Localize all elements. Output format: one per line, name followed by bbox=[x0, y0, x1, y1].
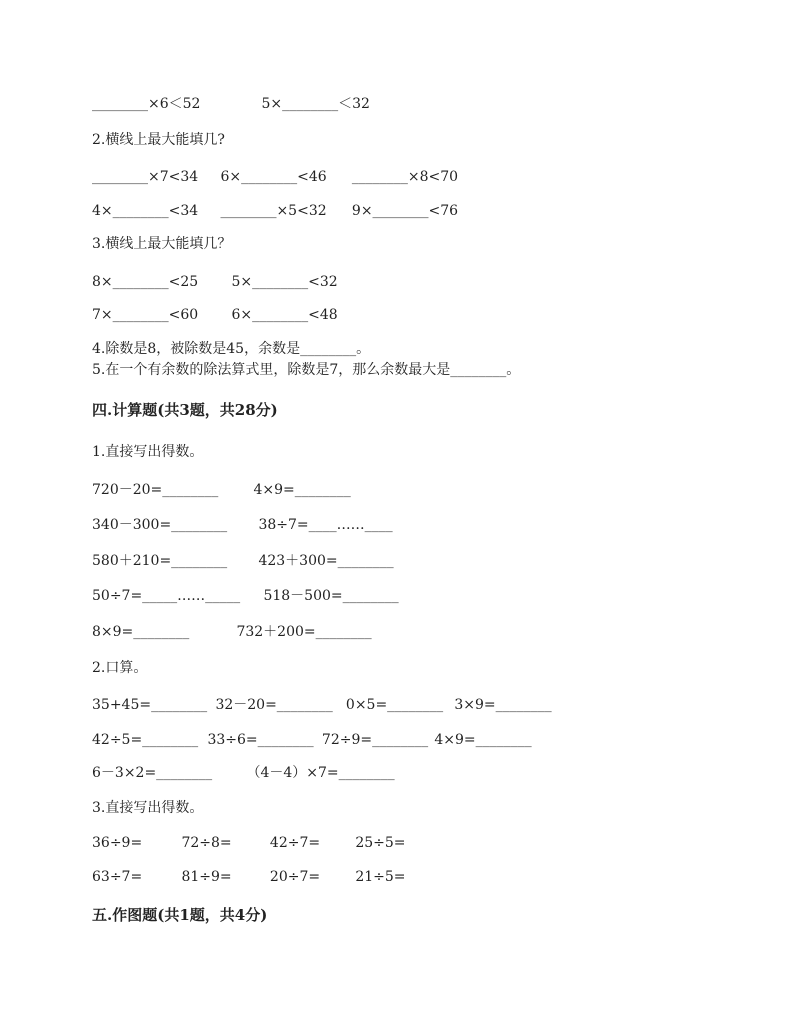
calc-item[interactable]: 8×9=________ bbox=[92, 624, 190, 640]
calc-item[interactable]: 42÷5=________ bbox=[92, 732, 199, 748]
calc-row-2 bbox=[92, 516, 393, 534]
inequality-item[interactable]: 4×________<34 bbox=[92, 203, 199, 219]
calc-row-4 bbox=[92, 587, 399, 605]
question-4 bbox=[92, 340, 370, 358]
question-text: 2.横线上最大能填几? bbox=[92, 132, 225, 148]
calc-item[interactable]: 63÷7= bbox=[92, 869, 143, 885]
section-title: 五.作图题(共1题，共4分) bbox=[92, 906, 268, 924]
calc-item[interactable]: 0×5=________ bbox=[345, 697, 444, 713]
calc-item[interactable]: 423＋300=________ bbox=[258, 553, 394, 569]
section-4-heading bbox=[92, 401, 278, 419]
section-title: 四.计算题(共3题，共28分) bbox=[92, 401, 278, 419]
calc-item[interactable]: 4×9=________ bbox=[253, 482, 351, 498]
inequality-item[interactable]: 9×________<76 bbox=[351, 203, 459, 219]
inequality-5times-blank[interactable]: 5×________＜32 bbox=[261, 96, 370, 112]
question-text[interactable]: 4.除数是8，被除数是45，余数是________。 bbox=[92, 341, 371, 357]
question-2-title bbox=[92, 131, 225, 149]
calc-item[interactable]: 720－20=________ bbox=[92, 482, 219, 498]
calc-item[interactable]: 35+45=________ bbox=[92, 697, 208, 713]
inequality-row-5 bbox=[92, 306, 338, 324]
calc-item[interactable]: 732＋200=________ bbox=[236, 624, 372, 640]
mental-row-3 bbox=[92, 764, 395, 782]
inequality-blank-times6[interactable]: ________×6＜52 bbox=[92, 96, 201, 112]
inequality-item[interactable]: 6×________<48 bbox=[231, 307, 338, 323]
calc-q2-title bbox=[92, 659, 147, 677]
calc-row-1 bbox=[92, 481, 351, 499]
direct-row-2 bbox=[92, 868, 406, 886]
question-text: 3.直接写出得数。 bbox=[92, 800, 204, 816]
calc-item[interactable]: 3×9=________ bbox=[454, 697, 552, 713]
calc-item[interactable]: 6－3×2=________ bbox=[92, 765, 213, 781]
inequality-item[interactable]: 7×________<60 bbox=[92, 307, 199, 323]
calc-item[interactable]: 580＋210=________ bbox=[92, 553, 228, 569]
section-5-heading bbox=[92, 906, 267, 924]
calc-item[interactable]: 21÷5= bbox=[355, 869, 406, 885]
question-text: 1.直接写出得数。 bbox=[92, 444, 204, 460]
inequality-row-1 bbox=[92, 95, 370, 113]
calc-item[interactable]: 72÷8= bbox=[181, 835, 232, 851]
calc-item[interactable]: 72÷9=________ bbox=[321, 732, 429, 748]
calc-item[interactable]: 42÷7= bbox=[269, 835, 321, 851]
inequality-item[interactable]: 8×________<25 bbox=[92, 274, 199, 290]
inequality-item[interactable]: ________×7<34 bbox=[92, 169, 199, 185]
calc-item[interactable]: 33÷6=________ bbox=[207, 732, 314, 748]
calc-q3-title bbox=[92, 799, 203, 817]
question-3-title bbox=[92, 235, 231, 253]
calc-row-3 bbox=[92, 552, 394, 570]
calc-item[interactable]: 4×9=________ bbox=[434, 732, 532, 748]
question-text: 3.横线上最大能填几？ bbox=[92, 236, 232, 252]
direct-row-1 bbox=[92, 834, 406, 852]
calc-item[interactable]: 36÷9= bbox=[92, 835, 143, 851]
calc-item[interactable]: 25÷5= bbox=[355, 835, 406, 851]
question-text[interactable]: 5.在一个有余数的除法算式里，除数是7，那么余数最大是________。 bbox=[92, 362, 521, 378]
mental-row-2 bbox=[92, 731, 532, 749]
calc-q1-title bbox=[92, 443, 203, 461]
calc-item[interactable]: 81÷9= bbox=[181, 869, 232, 885]
calc-item[interactable]: （4－4）×7=________ bbox=[246, 765, 395, 781]
inequality-row-3 bbox=[92, 202, 458, 220]
inequality-item[interactable]: ________×5<32 bbox=[220, 203, 327, 219]
calc-item[interactable]: 50÷7=_____……_____ bbox=[92, 588, 241, 604]
inequality-item[interactable]: 6×________<46 bbox=[220, 169, 327, 185]
question-5 bbox=[92, 361, 520, 379]
inequality-item[interactable]: ________×8<70 bbox=[351, 169, 459, 185]
calc-item[interactable]: 518－500=________ bbox=[263, 588, 399, 604]
calc-item[interactable]: 32－20=________ bbox=[215, 697, 333, 713]
calc-item[interactable]: 20÷7= bbox=[269, 869, 321, 885]
calc-item[interactable]: 340－300=________ bbox=[92, 517, 228, 533]
mental-row-1 bbox=[92, 696, 552, 714]
question-text: 2.口算。 bbox=[92, 660, 148, 676]
calc-row-5 bbox=[92, 623, 372, 641]
inequality-row-2 bbox=[92, 168, 458, 186]
inequality-row-4 bbox=[92, 273, 338, 291]
calc-item[interactable]: 38÷7=____……____ bbox=[258, 517, 393, 533]
inequality-item[interactable]: 5×________<32 bbox=[231, 274, 338, 290]
